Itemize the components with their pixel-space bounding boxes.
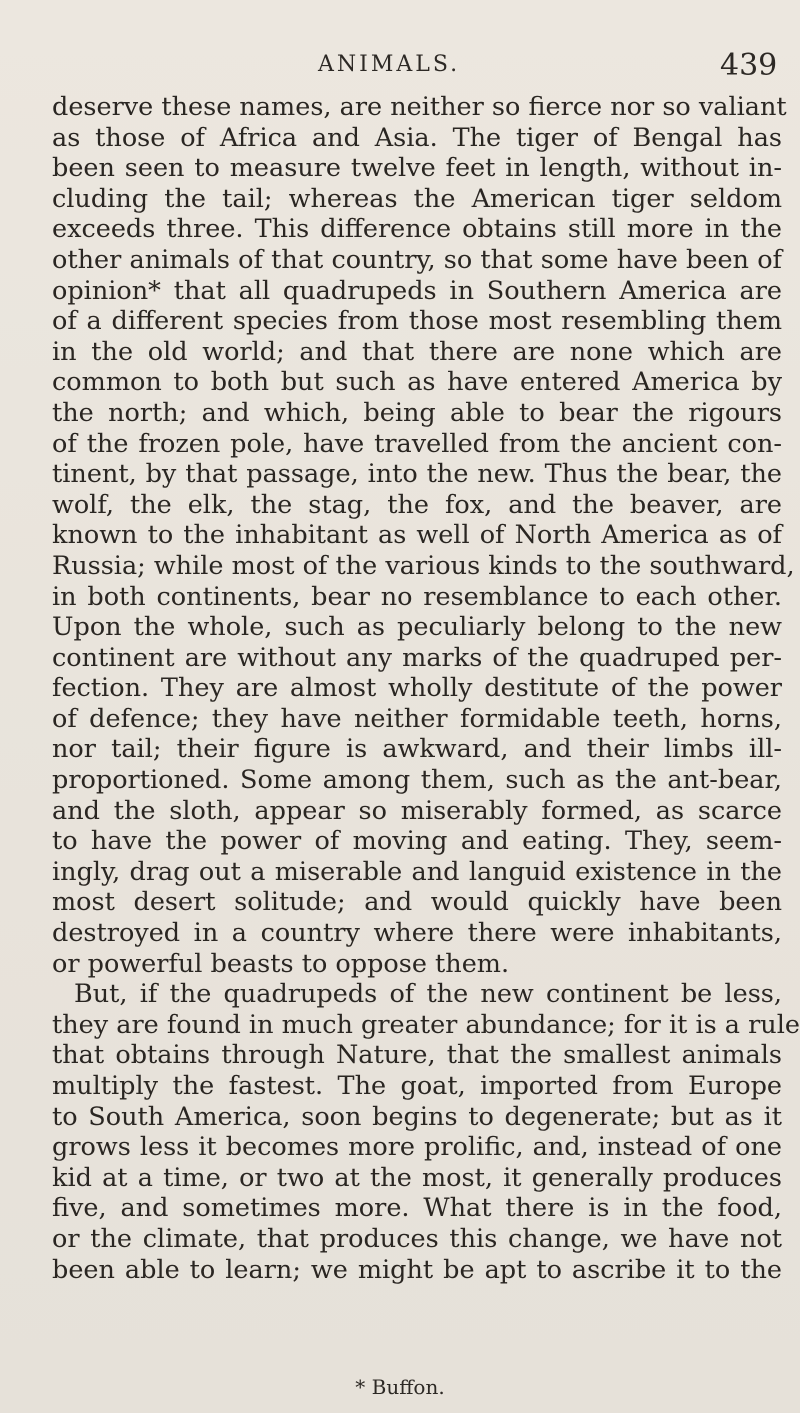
text-line: exceeds three. This difference obtains still more in the	[52, 214, 782, 245]
text-line: But, if the quadrupeds of the new continent be less,	[74, 979, 782, 1010]
text-line: opinion* that all quadrupeds in Southern America are	[52, 275, 782, 306]
text-line: been able to learn; we might be apt to ascribe it to the	[52, 1254, 782, 1285]
text-line: that obtains through Nature, that the smallest animals	[52, 1040, 782, 1071]
text-line: multiply the fastest. The goat, imported from Europe	[52, 1071, 782, 1101]
text-line: cluding the tail; whereas the American tiger seldom	[52, 183, 782, 214]
text-line: common to both but such as have entered America by	[52, 367, 782, 398]
text-line: or the climate, that produces this change, we have not	[52, 1223, 782, 1254]
page-header	[0, 48, 800, 88]
page-number: 439	[720, 48, 778, 83]
text-line: and the sloth, appear so miserably formed, as scarce	[52, 795, 782, 826]
text-line: ingly, drag out a miserable and languid existence in the	[52, 856, 782, 887]
running-title: ANIMALS.	[318, 52, 461, 77]
text-line: in both continents, bear no resemblance to each other.	[52, 581, 782, 612]
text-line: in the old world; and that there are none which are	[52, 336, 782, 367]
text-line: the north; and which, being able to bear the rigours	[52, 397, 782, 428]
text-line: Upon the whole, such as peculiarly belong to the new	[52, 612, 782, 643]
text-line: of defence; they have neither formidable teeth, horns,	[52, 703, 782, 734]
text-line: nor tail; their figure is awkward, and their limbs ill-	[52, 734, 782, 765]
text-line: as those of Africa and Asia. The tiger of Bengal has	[52, 122, 782, 153]
text-line: fection. They are almost wholly destitute of the power	[52, 673, 782, 704]
text-line: they are found in much greater abundance; for it is a rule	[52, 1009, 800, 1040]
text-line: proportioned. Some among them, such as the ant-bear,	[52, 765, 782, 796]
text-line: to have the power of moving and eating. They, seem-	[52, 826, 782, 857]
text-line: most desert solitude; and would quickly have been	[52, 887, 782, 918]
text-line: been seen to measure twelve feet in length, without in-	[52, 153, 782, 184]
text-line: Russia; while most of the various kinds to the southward,	[52, 550, 795, 581]
text-line: or powerful beasts to oppose them.	[52, 948, 510, 979]
body-text	[52, 92, 800, 1285]
footnote: * Buffon.	[355, 1375, 445, 1399]
text-line: continent are without any marks of the quadruped per-	[52, 642, 782, 673]
text-line: five, and sometimes more. What there is in the food,	[52, 1193, 782, 1224]
text-line: wolf, the elk, the stag, the fox, and the beaver, are	[52, 489, 782, 520]
text-line: of the frozen pole, have travelled from the ancient con-	[52, 428, 782, 459]
text-line: to South America, soon begins to degenerate; but as it	[52, 1101, 782, 1132]
text-line: grows less it becomes more prolific, and, instead of one	[52, 1132, 782, 1163]
text-line: tinent, by that passage, into the new. Thus the bear, the	[52, 459, 782, 490]
text-line: kid at a time, or two at the most, it generally produces	[52, 1162, 782, 1193]
text-line: deserve these names, are neither so fierce nor so valiant	[52, 92, 787, 122]
text-line: known to the inhabitant as well of North America as of	[52, 520, 782, 551]
text-line: other animals of that country, so that some have been of	[52, 244, 782, 275]
text-line: destroyed in a country where there were inhabitants,	[52, 918, 782, 949]
text-line: of a different species from those most resembling them	[52, 306, 782, 337]
